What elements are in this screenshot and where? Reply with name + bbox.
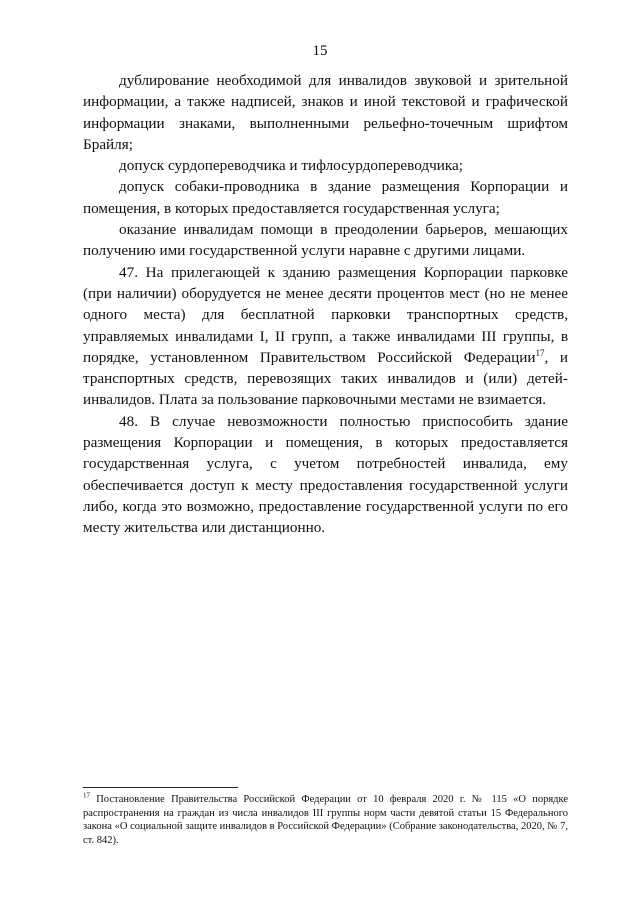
paragraph-47 <box>83 262 568 411</box>
paragraph-guide-dog: допуск собаки-проводника в здание размещения Корпорации и помещения, в которых предоставляется государственная услуга; <box>83 178 568 217</box>
footnote-marker: 17 <box>83 791 90 800</box>
paragraph-assistance: оказание инвалидам помощи в преодолении барьеров, мешающих получению ими государственной услуги наравне с другими лицами. <box>83 221 568 260</box>
footnote-text: Постановление Правительства Российской Федерации от 10 февраля 2020 г. № 115 «О порядке распространения на граждан из числа инвалидов III группы норм части девятой статьи 15 Федерального закона «О социальной защите инвалидов в Российской Федерации» (Собрание законодательства, 2020, № 7, ст. 842). <box>83 794 568 846</box>
page-number: 15 <box>312 43 328 59</box>
footnote-divider <box>83 787 238 788</box>
body-text <box>83 70 568 539</box>
paragraph-sign-interpreter: допуск сурдопереводчика и тифлосурдопереводчика; <box>119 157 463 175</box>
footnote-reference: 17 <box>535 347 545 358</box>
paragraph-47-text-continued: , и транспортных средств, перевозящих таких инвалидов и (или) детей-инвалидов. Плата за пользование парковочными местами не взимается. <box>83 348 568 409</box>
paragraph-braille: дублирование необходимой для инвалидов звуковой и зрительной информации, а также надписей, знаков и иной текстовой и графической информации знаками, выполненными рельефно-точечным шрифтом Брайля; <box>83 72 568 153</box>
paragraph-48: 48. В случае невозможности полностью приспособить здание размещения Корпорации и помещения, в которых предоставляется государственная услуга, с учетом потребностей инвалида, ему обеспечивается доступ к месту предоставления государственной услуги либо, когда это возможно, предоставление государственной услуги по его месту жительства или дистанционно. <box>83 412 568 537</box>
paragraph-47-text: 47. На прилегающей к зданию размещения Корпорации парковке (при наличии) оборудуется не менее десяти процентов мест (но не менее одного места) для бесплатной парковки транспортных средств, управляемых инвалидами I, II групп, а также инвалидами III группы, в порядке, установленном Правительством Российской Федерации <box>83 263 568 366</box>
footnote <box>83 793 568 847</box>
